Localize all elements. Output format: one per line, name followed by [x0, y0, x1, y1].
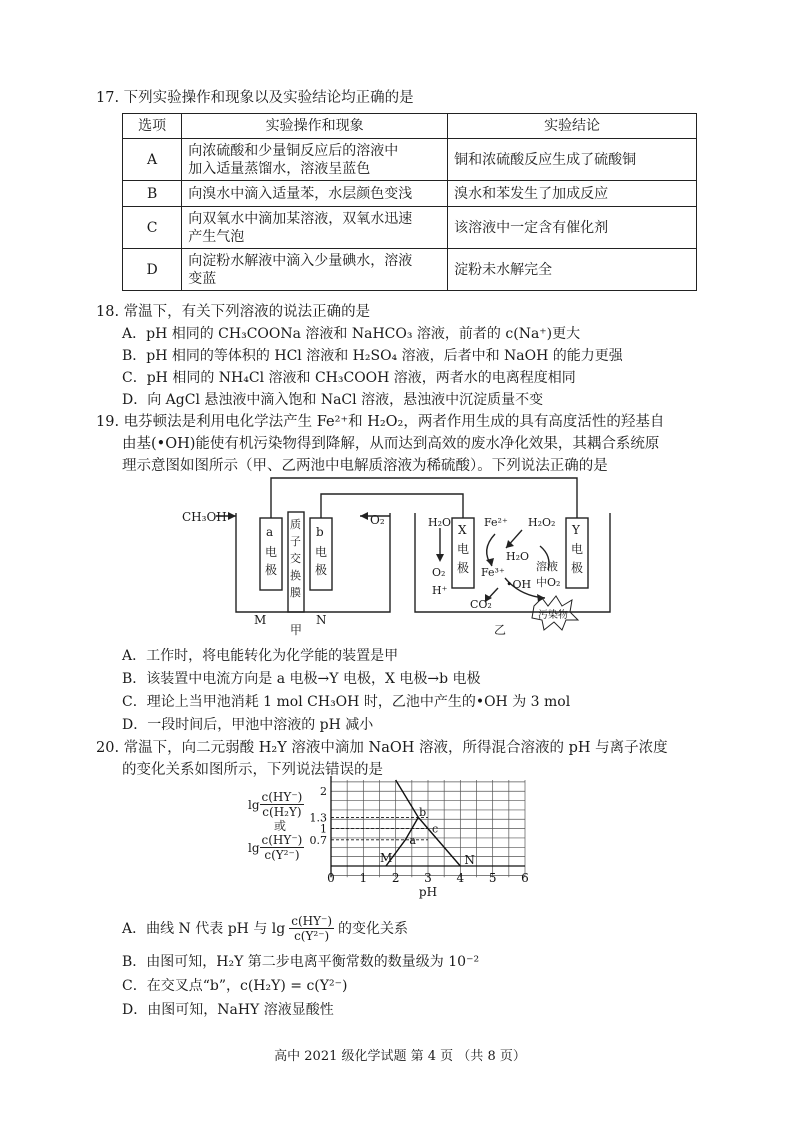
table-cell-option: D [123, 249, 182, 291]
q20-option-b: B．由图可知，H₂Y 第二步电离平衡常数的数量级为 10⁻² [122, 954, 480, 970]
x-tick-label: 3 [424, 871, 432, 885]
label-membrane: 交 [290, 552, 301, 565]
point-label: c [432, 822, 439, 836]
operation-line: 向淀粉水解液中滴入少量碘水，溶液 [188, 252, 413, 269]
label-h2o-mid: H₂O [506, 550, 530, 563]
option-a-fraction [289, 914, 334, 943]
q19-option-b: B．该装置中电流方向是 a 电极→Y 电极，X 电极→b 电极 [122, 671, 481, 687]
table-cell-conclusion: 溴水和苯发生了加成反应 [448, 181, 697, 207]
x-tick-label: 1 [359, 871, 368, 885]
q17-stem: 17. 下列实验操作和现象以及实验结论均正确的是 [96, 90, 414, 106]
page-footer: 高中 2021 级化学试题 第 4 页 （共 8 页） [274, 1049, 526, 1064]
label-membrane: 膜 [290, 586, 301, 599]
q18-option-c: C．pH 相同的 NH₄Cl 溶液和 CH₃COOH 溶液，两者水的电离程度相同 [122, 370, 576, 386]
label-h2o-left: H₂O [428, 516, 452, 529]
label-jia: 甲 [290, 623, 303, 637]
q19-option-c: C．理论上当甲池消耗 1 mol CH₃OH 时，乙池中产生的•OH 为 3 mol [122, 694, 571, 710]
label-ch3oh: CH₃OH [182, 510, 227, 524]
q19-stem-line3: 理示意图如图所示（甲、乙两池中电解质溶液为稀硫酸）。下列说法正确的是 [122, 458, 608, 474]
label-h2o2: H₂O₂ [528, 516, 556, 529]
table-cell-option: C [123, 207, 182, 249]
label-m: M [254, 613, 267, 627]
ylabel-lg: lg [248, 797, 260, 812]
y-tick-label: 1.3 [309, 811, 327, 825]
q18-stem: 18. 常温下，有关下列溶液的说法正确的是 [96, 304, 371, 320]
ylabel-lg: lg [248, 840, 260, 855]
point-label: b [419, 805, 427, 819]
x-tick-label: 5 [488, 871, 497, 885]
label-y: Y [572, 523, 580, 537]
x-tick-label: 4 [456, 871, 465, 885]
label-rongye: 溶液 [536, 560, 558, 573]
q19-option-a: A．工作时，将电能转化为化学能的装置是甲 [122, 648, 399, 664]
table-header: 实验操作和现象 [182, 114, 448, 139]
operation-line: 变蓝 [188, 270, 217, 287]
q20-option-d: D．由图可知，NaHY 溶液显酸性 [122, 1002, 334, 1018]
label-x: X [458, 523, 467, 537]
operation-line: 产生气泡 [188, 228, 245, 245]
q19-option-d: D．一段时间后，甲池中溶液的 pH 减小 [122, 717, 374, 733]
y-tick-label: 2 [320, 785, 327, 799]
y-tick-label: 1 [320, 822, 327, 836]
q19-stem-line1: 19. 电芬顿法是利用电化学法产生 Fe²⁺和 H₂O₂，两者作用生成的具有高度活性的羟基自 [96, 414, 665, 430]
label-b: b [316, 525, 324, 539]
label-y-ji: 极 [571, 561, 584, 575]
label-zhong-o2: 中O₂ [536, 576, 561, 589]
x-axis-label: pH [418, 885, 438, 899]
label-membrane: 质 [290, 518, 301, 531]
label-a-ji: 极 [265, 563, 278, 577]
table-header: 实验结论 [448, 114, 697, 139]
table-cell-conclusion: 淀粉未水解完全 [448, 249, 697, 291]
q20-option-a [122, 914, 408, 943]
label-fe2: Fe²⁺ [484, 516, 508, 529]
table-cell-operation: 向溴水中滴入适量苯，水层颜色变浅 [182, 181, 448, 207]
option-a-prefix: A．曲线 N 代表 pH 与 lg [122, 920, 286, 937]
q20-option-c: C．在交叉点“b”，c(H₂Y) = c(Y²⁻) [122, 978, 348, 994]
label-h-plus: H⁺ [432, 584, 448, 597]
label-pollutant: 污染物 [538, 610, 568, 621]
q18-option-a: A．pH 相同的 CH₃COONa 溶液和 NaHCO₃ 溶液，前者的 c(Na⁺)更大 [122, 326, 581, 342]
label-o2-in: O₂ [370, 513, 385, 527]
table-cell-option: B [123, 181, 182, 207]
series-label: N [464, 853, 475, 867]
label-co2: CO₂ [470, 598, 492, 611]
x-tick-label: 0 [327, 871, 335, 885]
label-o2-left: O₂ [432, 566, 446, 579]
fraction-denominator: c(Y²⁻) [264, 848, 300, 862]
label-fe3: Fe³⁺ [481, 566, 505, 579]
x-tick-label: 6 [521, 871, 529, 885]
label-a-dian: 电 [265, 545, 278, 559]
table-cell-conclusion: 铜和浓硫酸反应生成了硫酸铜 [448, 139, 697, 181]
table-cell-conclusion: 该溶液中一定含有催化剂 [448, 207, 697, 249]
fraction-numerator: c(HY⁻) [261, 833, 303, 847]
q19-stem-line2: 由基(•OH)能使有机污染物得到降解，从而达到高效的废水净化效果，其耦合系统原 [122, 436, 660, 452]
series-label: M [379, 851, 393, 865]
label-x-ji: 极 [457, 561, 470, 575]
label-y-dian: 电 [571, 542, 584, 556]
table-cell-option: A [123, 139, 182, 181]
x-tick-label: 2 [391, 871, 400, 885]
q18-option-d: D．向 AgCl 悬浊液中滴入饱和 NaCl 溶液，悬浊液中沉淀质量不变 [122, 392, 544, 408]
label-yi: 乙 [494, 623, 507, 637]
option-a-suffix: 的变化关系 [338, 920, 409, 937]
label-membrane: 换 [290, 569, 301, 582]
ylabel-or: 或 [274, 819, 287, 833]
label-membrane: 子 [290, 535, 301, 548]
label-a: a [266, 525, 274, 539]
label-x-dian: 电 [457, 542, 470, 556]
q20-stem-line2: 的变化关系如图所示，下列说法错误的是 [122, 762, 383, 778]
operation-line: 向浓硫酸和少量铜反应后的溶液中 [188, 142, 399, 159]
table-header: 选项 [123, 114, 182, 139]
q18-option-b: B．pH 相同的等体积的 HCl 溶液和 H₂SO₄ 溶液，后者中和 NaOH 的能力更强 [122, 348, 623, 364]
fraction-denominator: c(H₂Y) [262, 805, 302, 819]
label-n: N [316, 613, 327, 627]
operation-line: 向双氧水中滴加某溶液，双氧水迅速 [188, 210, 413, 227]
fraction-numerator: c(HY⁻) [291, 914, 333, 928]
fraction-numerator: c(HY⁻) [261, 790, 303, 804]
fraction-denominator: c(Y²⁻) [294, 929, 330, 943]
y-tick-label: 0.7 [309, 833, 327, 847]
operation-line: 加入适量蒸馏水，溶液呈蓝色 [188, 160, 371, 177]
label-oh-radical: •OH [506, 578, 532, 591]
label-b-ji: 极 [315, 563, 328, 577]
q20-stem-line1: 20. 常温下，向二元弱酸 H₂Y 溶液中滴加 NaOH 溶液，所得混合溶液的 pH 与离子浓度 [96, 740, 668, 756]
label-b-dian: 电 [315, 545, 328, 559]
point-label: a [409, 833, 416, 847]
